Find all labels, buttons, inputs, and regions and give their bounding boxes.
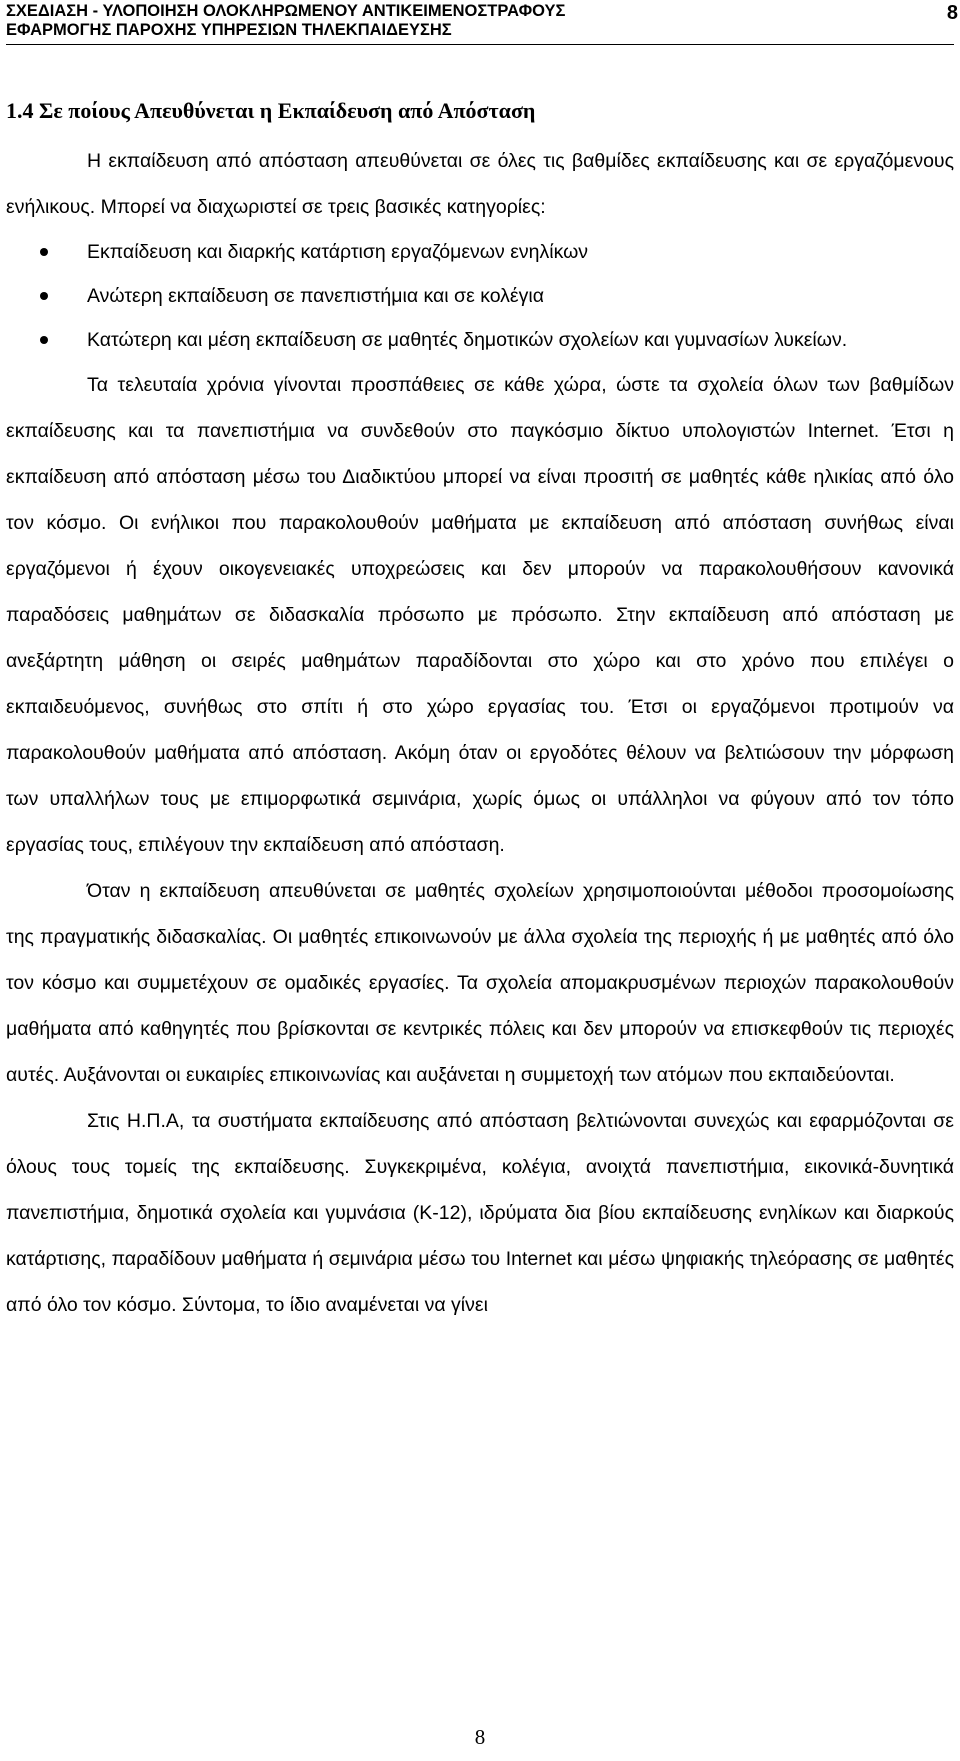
list-item bbox=[6, 318, 954, 362]
category-list bbox=[6, 230, 954, 362]
list-item bbox=[6, 230, 954, 274]
bullet-icon bbox=[40, 248, 48, 256]
running-header bbox=[6, 2, 954, 40]
bullet-icon bbox=[40, 292, 48, 300]
header-title-line-1: ΣΧΕΔΙΑΣΗ - ΥΛΟΠΟΙΗΣΗ ΟΛΟΚΛΗΡΩΜΕΝΟΥ ΑΝΤΙΚΕΙΜΕΝΟΣΤΡΑΦΟΥΣ bbox=[6, 2, 566, 20]
list-item bbox=[6, 274, 954, 318]
list-item-text: Κατώτερη και μέση εκπαίδευση σε μαθητές δημοτικών σχολείων και γυμνασίων λυκείων. bbox=[87, 329, 848, 351]
list-item-text: Εκπαίδευση και διαρκής κατάρτιση εργαζόμενων ενηλίκων bbox=[87, 241, 589, 263]
body-paragraph-3: Στις Η.Π.Α, τα συστήματα εκπαίδευσης από απόσταση βελτιώνονται συνεχώς και εφαρμόζονται σε όλους τους τομείς της εκπαίδευσης. Συγκεκριμένα, κολέγια, ανοιχτά πανεπιστήμια, εικονικά-δυνητικά πανεπιστήμια, δημοτικά σχολεία και γυμνάσια (Κ-12), ιδρύματα δια βίου εκπαίδευσης ενηλίκων και διαρκούς κατάρτισης, παραδίδουν μαθήματα ή σεμινάρια μέσω του Internet και μέσω ψηφιακής τηλεόρασης σε μαθητές από όλο τον κόσμο. Σύντομα, το ίδιο αναμένεται να γίνει bbox=[6, 1110, 954, 1316]
header-page-number: 8 bbox=[946, 2, 958, 24]
section-heading: 1.4 Σε ποίους Απευθύνεται η Εκπαίδευση από Απόσταση bbox=[6, 98, 536, 123]
body-paragraph-1: Τα τελευταία χρόνια γίνονται προσπάθειες σε κάθε χώρα, ώστε τα σχολεία όλων των βαθμίδων εκπαίδευσης και τα πανεπιστήμια να συνδεθούν στο παγκόσμιο δίκτυο υπολογιστών Internet. Έτσι η εκπαίδευση από απόσταση μέσω του Διαδικτύου μπορεί να είναι προσιτή σε μαθητές κάθε ηλικίας από όλο τον κόσμο. Οι ενήλικοι που παρακολουθούν μαθήματα με εκπαίδευση από απόσταση συνήθως είναι εργαζόμενοι ή έχουν οικογενειακές υποχρεώσεις και δεν μπορούν να παρακολουθήσουν κανονικά παραδόσεις μαθημάτων σε διδασκαλία πρόσωπο με πρόσωπο. Στην εκπαίδευση από απόσταση με ανεξάρτητη μάθηση οι σειρές μαθημάτων παραδίδονται στο χώρο και στο χρόνο που επιλέγει ο εκπαιδευόμενος, συνήθως στο σπίτι ή στο χώρο εργασίας του. Έτσι οι εργαζόμενοι προτιμούν να παρακολουθούν μαθήματα από απόσταση. Ακόμη όταν οι εργοδότες θέλουν να βελτιώσουν την μόρφωση των υπαλλήλων τους με επιμορφωτικά σεμινάρια, χωρίς όμως οι υπάλληλοι να φύγουν από τον τόπο εργασίας τους, επιλέγουν την εκπαίδευση από απόσταση. bbox=[6, 374, 954, 856]
bullet-icon bbox=[40, 336, 48, 344]
main-content bbox=[6, 96, 954, 1328]
list-item-text: Ανώτερη εκπαίδευση σε πανεπιστήμια και σε κολέγια bbox=[87, 285, 544, 307]
footer-page-number: 8 bbox=[474, 1725, 486, 1749]
body-paragraph-2: Όταν η εκπαίδευση απευθύνεται σε μαθητές σχολείων χρησιμοποιούνται μέθοδοι προσομοίωσης της πραγματικής διδασκαλίας. Οι μαθητές επικοινωνούν με άλλα σχολεία της περιοχής ή με μαθητές από όλο τον κόσμο και συμμετέχουν σε ομαδικές εργασίες. Τα σχολεία απομακρυσμένων περιοχών παρακολουθούν μαθήματα από καθηγητές που βρίσκονται σε κεντρικές πόλεις και δεν μπορούν να επισκεφθούν τις περιοχές αυτές. Αυξάνονται οι ευκαιρίες επικοινωνίας και αυξάνεται η συμμετοχή των ατόμων που εκπαιδεύονται. bbox=[6, 880, 954, 1086]
header-title-line-2: ΕΦΑΡΜΟΓΗΣ ΠΑΡΟΧΗΣ ΥΠΗΡΕΣΙΩΝ ΤΗΛΕΚΠΑΙΔΕΥΣΗΣ bbox=[6, 21, 452, 39]
header-divider bbox=[6, 44, 954, 45]
intro-paragraph: Η εκπαίδευση από απόσταση απευθύνεται σε όλες τις βαθμίδες εκπαίδευσης και σε εργαζόμενους ενήλικους. Μπορεί να διαχωριστεί σε τρεις βασικές κατηγορίες: bbox=[6, 150, 954, 218]
